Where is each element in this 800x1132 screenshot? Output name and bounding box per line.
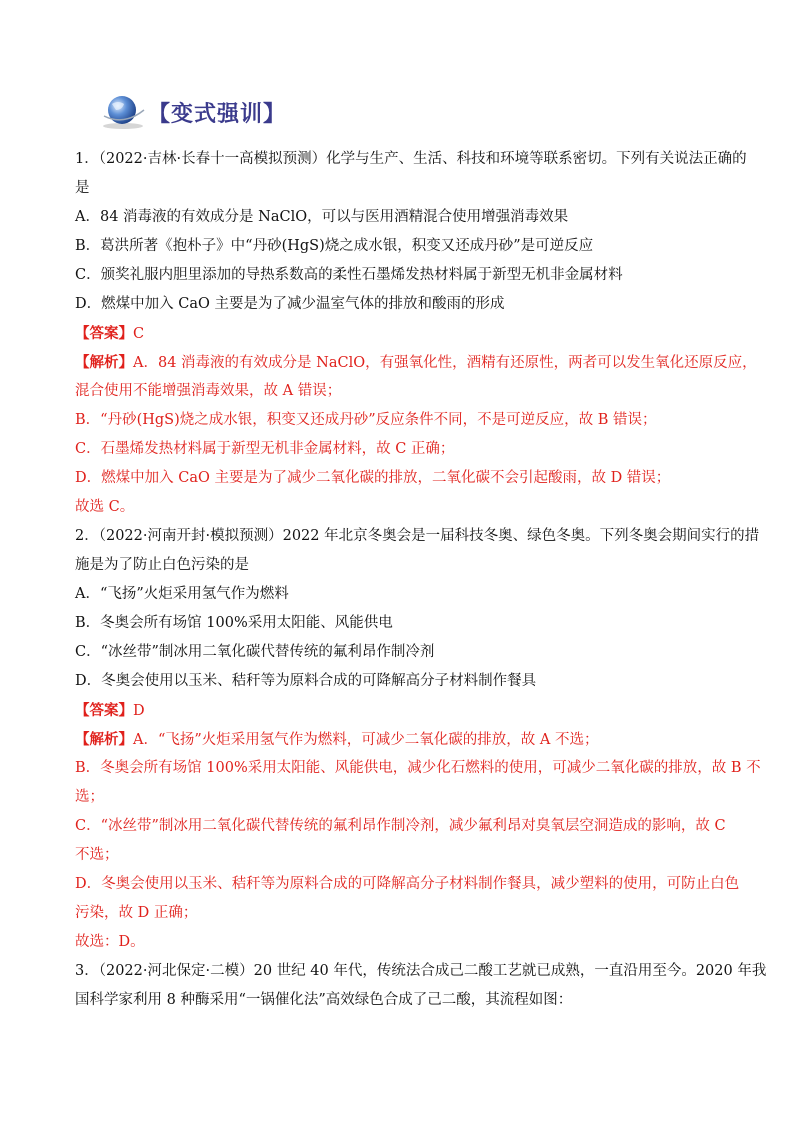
analysis-line: D．燃煤中加入 CaO 主要是为了减少二氧化碳的排放，二氧化碳不会引起酸雨，故 D 错误； [75, 470, 671, 486]
option-d: D．冬奥会使用以玉米、秸秆等为原料合成的可降解高分子材料制作餐具 [75, 673, 537, 689]
answer-line [75, 696, 735, 725]
analysis-line [75, 725, 735, 754]
analysis-text: A．84 消毒液的有效成分是 NaClO，有强氧化性，酒精有还原性，两者可以发生氧化还原反应， [133, 355, 757, 371]
option-c: C．“冰丝带”制冰用二氧化碳代替传统的氟利昂作制冷剂 [75, 644, 435, 660]
analysis-line: 故选：D。 [75, 934, 145, 950]
analysis-line: C．石墨烯发热材料属于新型无机非金属材料，故 C 正确； [75, 441, 455, 457]
analysis-label: 【解析】 [75, 354, 133, 371]
globe-icon [100, 92, 146, 132]
option-b: B．冬奥会所有场馆 100%采用太阳能、风能供电 [75, 615, 393, 631]
question-stem-line: 是 [75, 180, 90, 196]
question-list [75, 145, 767, 1015]
option-c: C．颁奖礼服内胆里添加的导热系数高的柔性石墨烯发热材料属于新型无机非金属材料 [75, 267, 623, 283]
question-stem-line: 1．（2022·吉林·长春十一高模拟预测）化学与生产、生活、科技和环境等联系密切。下列有关说法正确的 [75, 151, 747, 167]
option-b: B．葛洪所著《抱朴子》中“丹砂(HgS)烧之成水银，积变又还成丹砂”是可逆反应 [75, 238, 594, 254]
answer-line [75, 319, 735, 348]
question-2 [75, 522, 761, 957]
analysis-line: 故选 C。 [75, 499, 135, 515]
question-stem-line: 施是为了防止白色污染的是 [75, 557, 249, 573]
analysis-line: 不选； [75, 847, 119, 863]
analysis-text: A．“飞扬”火炬采用氢气作为燃料，可减少二氧化碳的排放，故 A 不选； [133, 732, 599, 748]
question-3 [75, 957, 767, 1015]
analysis-line: B．冬奥会所有场馆 100%采用太阳能、风能供电，减少化石燃料的使用，可减少二氧化碳的排放，故 B 不 [75, 760, 761, 776]
section-header [100, 92, 286, 132]
question-stem-line: 2．（2022·河南开封·模拟预测）2022 年北京冬奥会是一届科技冬奥、绿色冬奥。下列冬奥会期间实行的措 [75, 528, 760, 544]
analysis-label: 【解析】 [75, 731, 133, 748]
analysis-line: B．“丹砂(HgS)烧之成水银，积变又还成丹砂”反应条件不同，不是可逆反应，故 B 错误； [75, 412, 657, 428]
answer-label: 【答案】 [75, 702, 133, 719]
analysis-line: 污染，故 D 正确； [75, 905, 198, 921]
answer-value: D [133, 703, 145, 719]
analysis-line: C．“冰丝带”制冰用二氧化碳代替传统的氟利昂作制冷剂，减少氟利昂对臭氧层空洞造成的影响，故 C [75, 818, 726, 834]
option-d: D．燃煤中加入 CaO 主要是为了减少温室气体的排放和酸雨的形成 [75, 296, 505, 312]
question-1 [75, 145, 757, 522]
analysis-line: 混合使用不能增强消毒效果，故 A 错误； [75, 383, 342, 399]
analysis-line [75, 348, 757, 377]
question-stem-line: 国科学家利用 8 种酶采用“一锅催化法”高效绿色合成了己二酸，其流程如图： [75, 992, 573, 1008]
answer-value: C [133, 326, 145, 342]
analysis-line: D．冬奥会使用以玉米、秸秆等为原料合成的可降解高分子材料制作餐具，减少塑料的使用，可防止白色 [75, 876, 740, 892]
section-title: 【变式强训】 [148, 101, 287, 127]
option-a: A．84 消毒液的有效成分是 NaClO，可以与医用酒精混合使用增强消毒效果 [75, 209, 569, 225]
option-a: A．“飞扬”火炬采用氢气作为燃料 [75, 586, 289, 602]
answer-label: 【答案】 [75, 325, 133, 342]
analysis-line: 选； [75, 789, 104, 805]
question-stem-line: 3．（2022·河北保定·二模）20 世纪 40 年代，传统法合成己二酸工艺就已成熟，一直沿用至今。2020 年我 [75, 963, 767, 979]
